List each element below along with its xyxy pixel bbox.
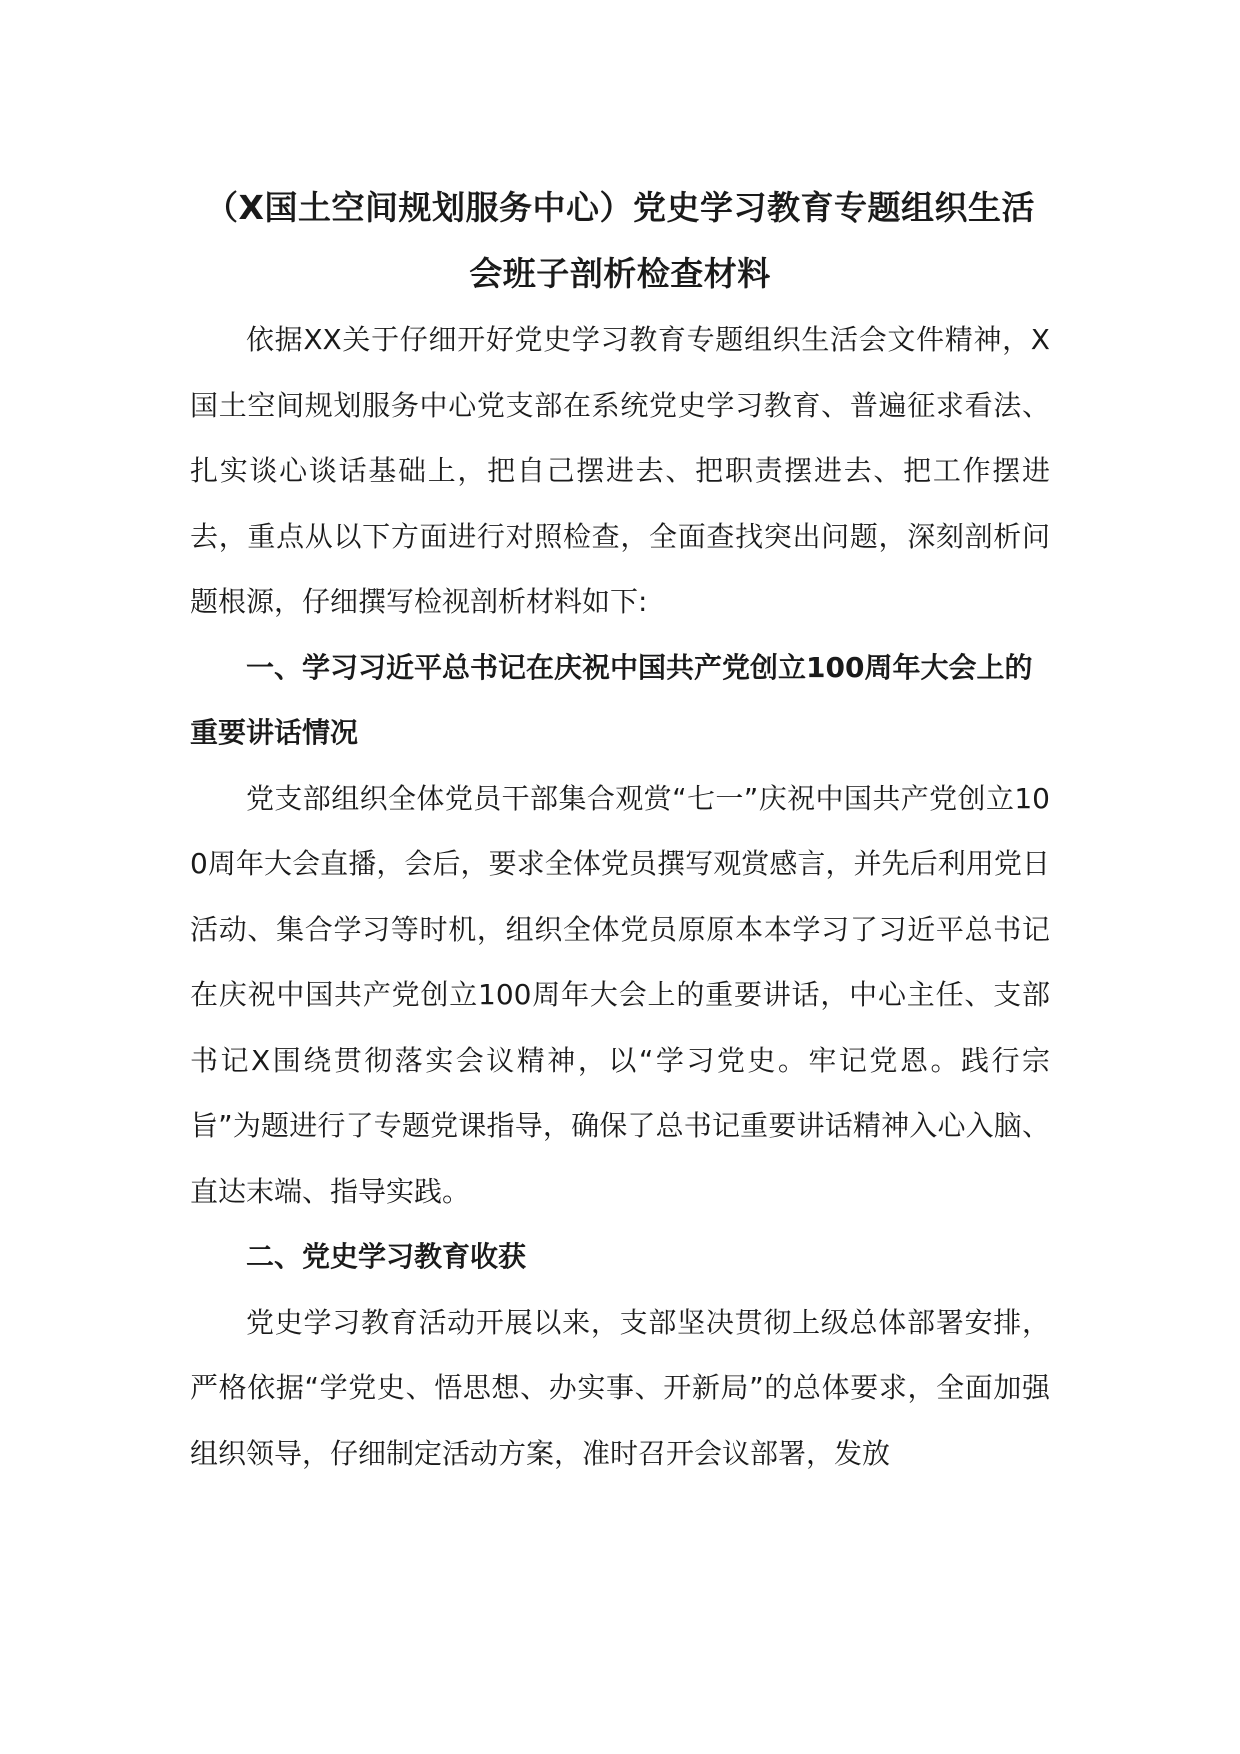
section-1-paragraph: 党支部组织全体党员干部集合观赏“七一”庆祝中国共产党创立100周年大会直播，会后，要求全体党员撰写观赏感言，并先后利用党日活动、集合学习等时机，组织全体党员原原本本学习了习近平总书记在庆祝中国共产党创立100周年大会上的重要讲话，中心主任、支部书记X围绕贯彻落实会议精神，以“学习党史。牢记党恩。践行宗旨”为题进行了专题党课指导，确保了总书记重要讲话精神入心入脑、直达末端、指导实践。 (190, 781, 1050, 1208)
document-title: （X国土空间规划服务中心）党史学习教育专题组织生活会班子剖析检查材料 (205, 188, 1035, 293)
intro-paragraph: 依据XX关于仔细开好党史学习教育专题组织生活会文件精神，X国土空间规划服务中心党支部在系统党史学习教育、普遍征求看法、扎实谈心谈话基础上，把自己摆进去、把职责摆进去、把工作摆进去，重点从以下方面进行对照检查，全面查找突出问题，深刻剖析问题根源，仔细撰写检视剖析材料如下: (190, 323, 1050, 618)
section-2-paragraph: 党史学习教育活动开展以来，支部坚决贯彻上级总体部署安排，严格依据“学党史、悟思想、办实事、开新局”的总体要求，全面加强组织领导，仔细制定活动方案，准时召开会议部署，发放 (190, 1305, 1050, 1470)
section-1-heading: 一、学习习近平总书记在庆祝中国共产党创立100周年大会上的重要讲话情况 (190, 650, 1033, 749)
section-2-heading: 二、党史学习教育收获 (246, 1240, 527, 1273)
document-page (190, 175, 1050, 1486)
